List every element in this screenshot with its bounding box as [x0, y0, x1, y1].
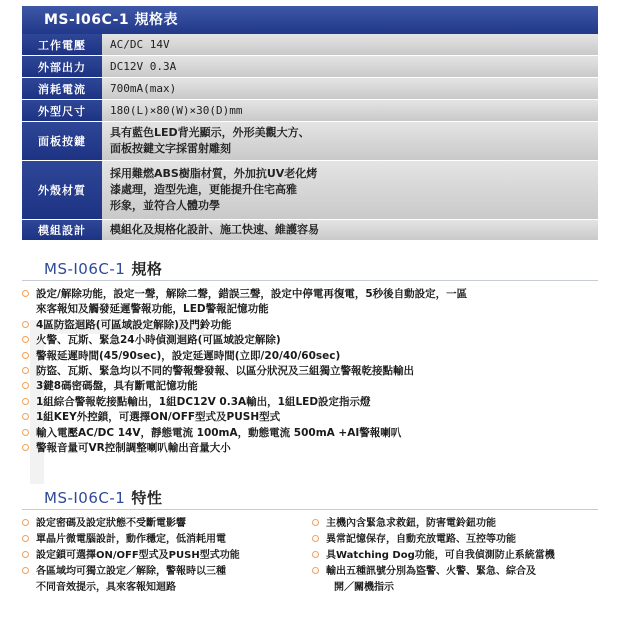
- spec-label: 外型尺寸: [22, 100, 102, 121]
- spec-label: 消耗電流: [22, 78, 102, 99]
- feature-columns: [22, 516, 602, 596]
- list-item: 單晶片微電腦設計，動作穩定，低消耗用電: [22, 532, 312, 548]
- spec-list: [22, 287, 602, 456]
- bullet-icon: [312, 551, 319, 558]
- bullet-icon: [312, 567, 319, 574]
- spec-label: 工作電壓: [22, 34, 102, 55]
- list-item: 輸出五種訊號分別為盜警、火警、緊急、綜合及: [312, 564, 602, 580]
- bullet-icon: [22, 519, 29, 526]
- feature-section-title: MS-I06C-1 特性: [44, 489, 163, 507]
- feature-list-right: [312, 516, 602, 596]
- spec-table: [22, 6, 598, 241]
- bullet-icon: [22, 290, 29, 297]
- bullet-icon: [22, 535, 29, 542]
- spec-label: 模組設計: [22, 220, 102, 240]
- spec-label: 面板按鍵: [22, 122, 102, 160]
- bullet-icon: [312, 519, 319, 526]
- spec-value: AC/DC 14V: [102, 34, 598, 55]
- bullet-icon: [22, 398, 29, 405]
- spec-row-voltage: [22, 34, 598, 56]
- bullet-icon: [22, 444, 29, 451]
- list-item: 輸入電壓AC/DC 14V，靜態電流 100mA，動態電流 500mA +AI警報喇叭: [22, 426, 602, 441]
- spec-row-housing: [22, 161, 598, 220]
- list-item: 來客報知及觸發延遲警報功能，LED警報記憶功能: [36, 303, 269, 316]
- list-item: 3鍵8碼密碼盤，具有斷電記憶功能: [22, 379, 602, 394]
- spec-row-panel-keys: [22, 122, 598, 161]
- spec-value: 700mA(max): [102, 78, 598, 99]
- list-item: 設定密碼及設定狀態不受斷電影響: [22, 516, 312, 532]
- list-item: 主機內含緊急求救鈕，防害電鈴鈕功能: [312, 516, 602, 532]
- list-item: 防盜、瓦斯、緊急均以不同的警報聲發報、以區分狀況及三組獨立警報乾接點輸出: [22, 364, 602, 379]
- spec-row-module: [22, 220, 598, 241]
- spec-section-header: [22, 258, 598, 281]
- list-item: 警報延遲時間(45/90sec)，設定延遲時間(立即/20/40/60sec): [22, 349, 602, 364]
- spec-value: 180(L)×80(W)×30(D)mm: [102, 100, 598, 121]
- list-item: 警報音量可VR控制調整喇叭輸出音量大小: [22, 441, 602, 456]
- bullet-icon: [22, 367, 29, 374]
- list-item: 具Watching Dog功能，可自我偵測防止系統當機: [312, 548, 602, 564]
- list-item: 1組綜合警報乾接點輸出，1組DC12V 0.3A輸出，1組LED設定指示燈: [22, 395, 602, 410]
- bullet-icon: [22, 567, 29, 574]
- list-item: 4區防盜迴路(可區域設定解除)及門鈴功能: [22, 318, 602, 333]
- list-item: 異常記憶保存，自動充放電路、互控等功能: [312, 532, 602, 548]
- bullet-icon: [22, 382, 29, 389]
- spec-label: 外殼材質: [22, 161, 102, 219]
- bullet-icon: [22, 352, 29, 359]
- list-item: 開／關機指示: [334, 582, 394, 593]
- spec-table-title: MS-I06C-1 規格表: [22, 6, 598, 34]
- spec-value: 具有藍色LED背光顯示，外形美觀大方、 面板按鍵文字採雷射雕刻: [102, 122, 598, 160]
- feature-list-left: [22, 516, 312, 596]
- spec-value: 採用難燃ABS樹脂材質，外加抗UV老化烤 漆處理，造型先進，更能提升住宅高雅 形象，並符合人體功學: [102, 161, 598, 219]
- bullet-icon: [312, 535, 319, 542]
- spec-value: DC12V 0.3A: [102, 56, 598, 77]
- spec-row-current: [22, 78, 598, 100]
- list-item: 火警、瓦斯、緊急24小時偵測迴路(可區域設定解除): [22, 333, 602, 348]
- bullet-icon: [22, 413, 29, 420]
- feature-section-header: [22, 487, 598, 510]
- spec-label: 外部出力: [22, 56, 102, 77]
- list-item: 設定鎖可選擇ON/OFF型式及PUSH型式功能: [22, 548, 312, 564]
- bullet-icon: [22, 429, 29, 436]
- bullet-icon: [22, 336, 29, 343]
- list-item: 不同音效提示，具來客報知迴路: [36, 582, 176, 593]
- spec-row-dimensions: [22, 100, 598, 122]
- list-item: 設定/解除功能，設定一聲，解除二聲，錯誤三聲，設定中停電再復電，5秒後自動設定，一區: [22, 287, 602, 302]
- bullet-icon: [22, 551, 29, 558]
- spec-section-title: MS-I06C-1 規格: [44, 260, 163, 278]
- list-item: 各區域均可獨立設定／解除，警報時以三種: [22, 564, 312, 580]
- spec-row-output: [22, 56, 598, 78]
- list-item: 1組KEY外控鎖，可選擇ON/OFF型式及PUSH型式: [22, 410, 602, 425]
- spec-value: 模組化及規格化設計、施工快速、維護容易: [102, 220, 598, 240]
- bullet-icon: [22, 321, 29, 328]
